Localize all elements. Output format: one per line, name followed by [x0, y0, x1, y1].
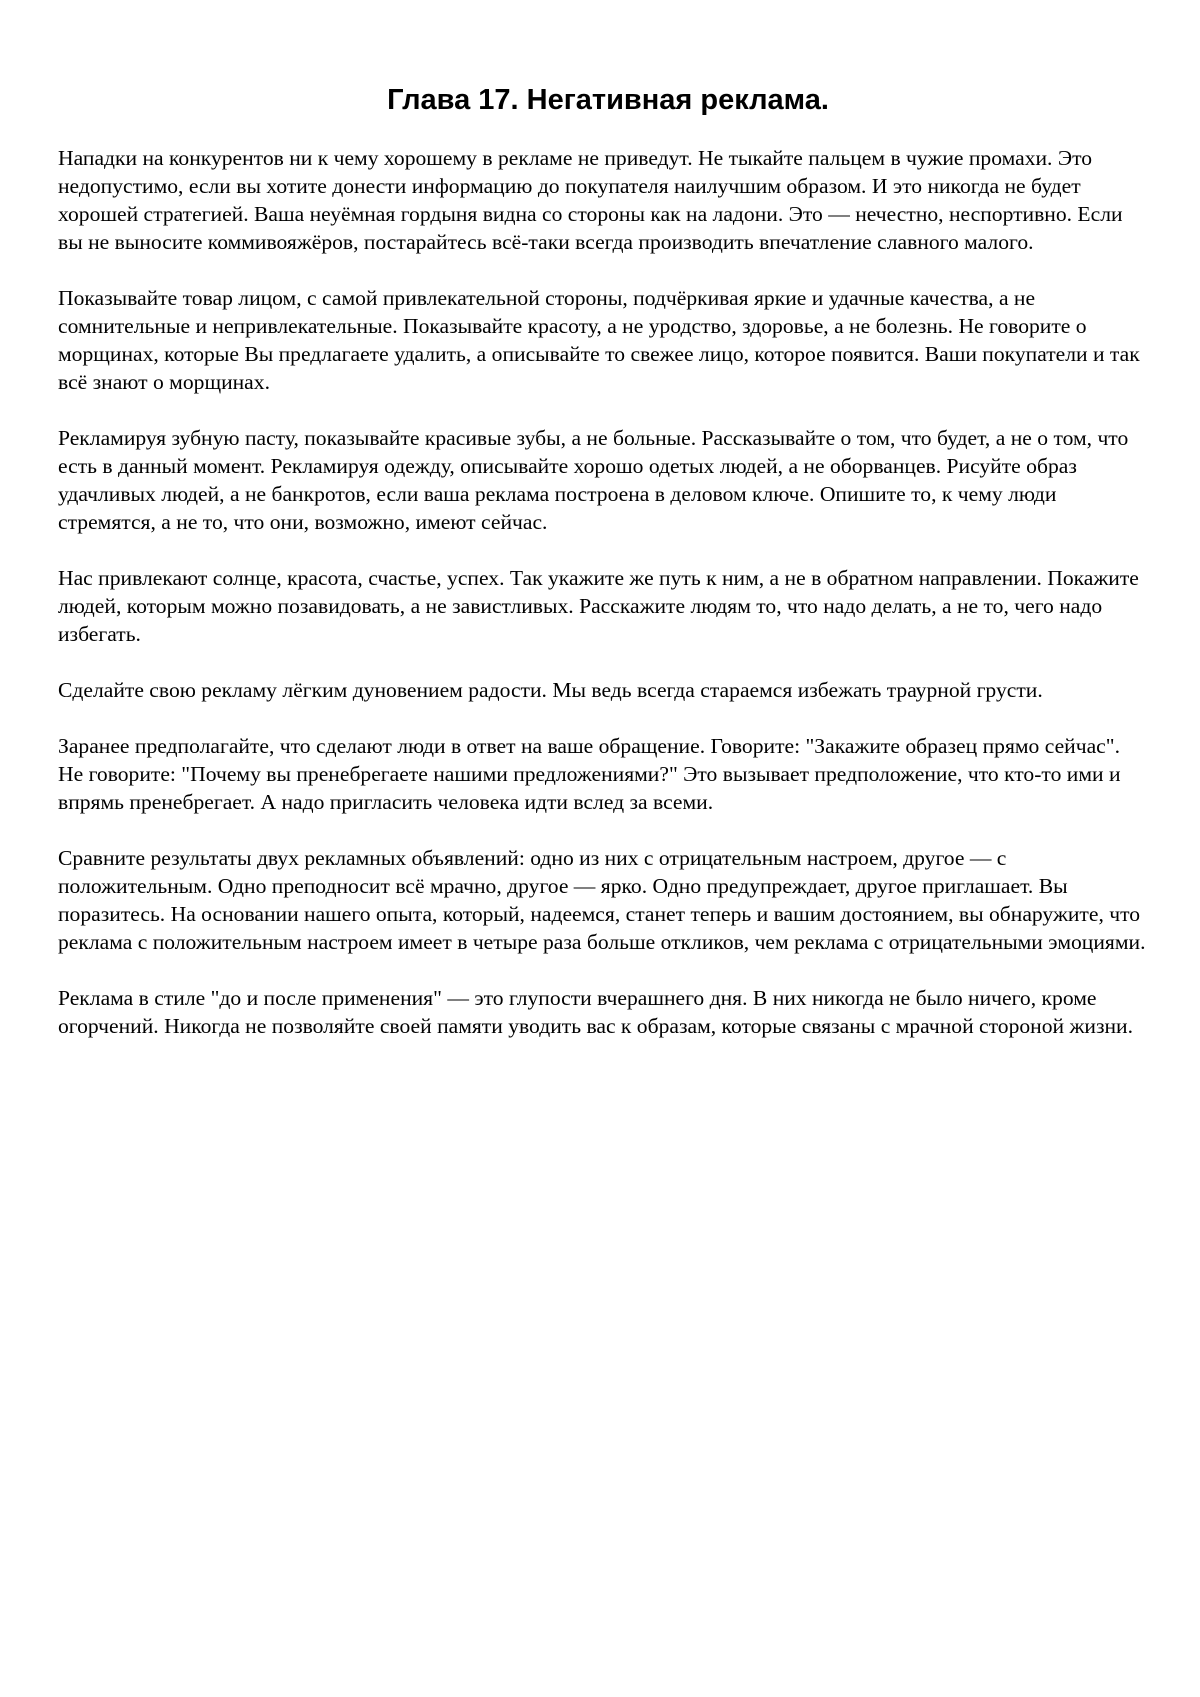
- paragraph-4: Нас привлекают солнце, красота, счастье, успех. Так укажите же путь к ним, а не в обратном направлении. Покажите людей, которым можно позавидовать, а не завистливых. Расскажите людям то, что надо делать, а не то, чего надо избегать.: [58, 566, 1139, 646]
- paragraph-6: Заранее предполагайте, что сделают люди в ответ на ваше обращение. Говорите: "Закажите образец прямо сейчас". Не говорите: "Почему вы пренебрегаете нашими предложениями?" Это вызывает предположение, что кто-то ими и впрямь пренебрегает. А надо пригласить человека идти вслед за всеми.: [58, 734, 1121, 814]
- paragraph-8: Реклама в стиле "до и после применения" — это глупости вчерашнего дня. В них никогда не было ничего, кроме огорчений. Никогда не позволяйте своей памяти уводить вас к образам, которые связаны с мрачной стороной жизни.: [58, 986, 1133, 1038]
- paragraph-1: Нападки на конкурентов ни к чему хорошему в рекламе не приведут. Не тыкайте пальцем в чужие промахи. Это недопустимо, если вы хотите донести информацию до покупателя наилучшим образом. И это никогда не будет хорошей стратегией. Ваша неуёмная гордыня видна со стороны как на ладони. Это — нечестно, неспортивно. Если вы не выносите коммивояжёров, постарайтесь всё-таки всегда производить впечатление славного малого.: [58, 146, 1123, 254]
- paragraph-3: Рекламируя зубную пасту, показывайте красивые зубы, а не больные. Рассказывайте о том, что будет, а не о том, что есть в данный момент. Рекламируя одежду, описывайте хорошо одетых людей, а не оборванцев. Рисуйте образ удачливых людей, а не банкротов, если ваша реклама построена в деловом ключе. Опишите то, к чему люди стремятся, а не то, что они, возможно, имеют сейчас.: [58, 426, 1129, 534]
- paragraph-5: Сделайте свою рекламу лёгким дуновением радости. Мы ведь всегда стараемся избежать траурной грусти.: [58, 678, 1043, 702]
- paragraph-7: Сравните результаты двух рекламных объявлений: одно из них с отрицательным настроем, другое — с положительным. Одно преподносит всё мрачно, другое — ярко. Одно предупреждает, другое приглашает. Вы поразитесь. На основании нашего опыта, который, надеемся, станет теперь и вашим достоянием, вы обнаружите, что реклама с положительным настроем имеет в четыре раза больше откликов, чем реклама с отрицательными эмоциями.: [58, 846, 1146, 954]
- paragraph-2: Показывайте товар лицом, с самой привлекательной стороны, подчёркивая яркие и удачные качества, а не сомнительные и непривлекательные. Показывайте красоту, а не уродство, здоровье, а не болезнь. Не говорите о морщинах, которые Вы предлагаете удалить, а описывайте то свежее лицо, которое появится. Ваши покупатели и так всё знают о морщинах.: [58, 286, 1140, 394]
- chapter-title: Глава 17. Негативная реклама.: [387, 84, 829, 116]
